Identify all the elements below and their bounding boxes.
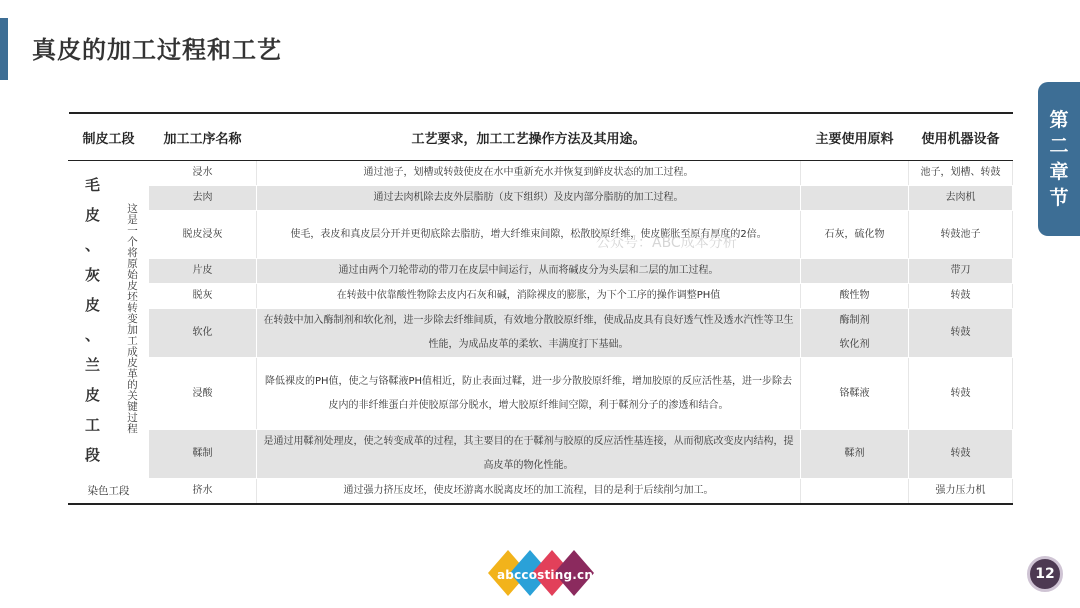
table-row (69, 358, 1013, 430)
table-row (69, 161, 1013, 186)
stage-char: 、 (84, 325, 100, 344)
stage-char: 、 (84, 235, 100, 254)
step-name: 片皮 (149, 259, 257, 284)
step-description: 通过池子，划槽或转鼓使皮在水中重新充水并恢复到鲜皮状态的加工过程。 (257, 161, 801, 186)
table-row (69, 259, 1013, 284)
step-description: 通过由两个刀轮带动的带刀在皮层中间运行，从而将碱皮分为头层和二层的加工过程。 (257, 259, 801, 284)
step-description: 使毛，表皮和真皮层分开并更彻底除去脂肪，增大纤维束间隙，松散胶原纤维，使皮膨胀至原有厚度的2倍。 (257, 211, 801, 259)
stage-char: 皮 (84, 385, 100, 404)
stage-name-cell (69, 161, 117, 479)
step-material (801, 479, 909, 505)
step-name: 挤水 (149, 479, 257, 505)
table-row (69, 309, 1013, 358)
stage-char: 兰 (84, 355, 100, 374)
step-description: 通过强力挤压皮坯，使皮坯游离水脱离皮坯的加工流程，目的是利于后续削匀加工。 (257, 479, 801, 505)
step-equipment: 带刀 (909, 259, 1013, 284)
chapter-char: 第 (1049, 109, 1069, 131)
header-step-name: 加工工序名称 (149, 113, 257, 161)
page-title: 真皮的加工过程和工艺 (32, 36, 282, 64)
table-row (69, 479, 1013, 505)
logo-text: abccosting.cn (497, 568, 594, 582)
table-row (69, 211, 1013, 259)
step-material (801, 161, 909, 186)
step-material: 酶制剂 软化剂 (801, 309, 909, 358)
step-material (801, 186, 909, 211)
stage-char: 皮 (84, 205, 100, 224)
step-name: 脱皮浸灰 (149, 211, 257, 259)
stage-char: 皮 (84, 295, 100, 314)
step-equipment: 去肉机 (909, 186, 1013, 211)
header-requirements: 工艺要求，加工工艺操作方法及其用途。 (257, 113, 801, 161)
chapter-tab[interactable] (1038, 82, 1080, 236)
dye-stage-name: 染色工段 (69, 479, 149, 505)
stage-char: 毛 (84, 175, 100, 194)
step-description: 在转鼓中依靠酸性物除去皮内石灰和碱，消除裸皮的膨胀，为下个工序的操作调整PH值 (257, 284, 801, 309)
step-equipment: 转鼓 (909, 309, 1013, 358)
stage-description: 这是一个将原始皮坯转变加工成皮革的关键过程 (127, 203, 138, 435)
table-row (69, 186, 1013, 211)
step-material: 铬鞣液 (801, 358, 909, 430)
process-table (68, 112, 1013, 505)
step-name: 脱灰 (149, 284, 257, 309)
table-row (69, 284, 1013, 309)
watermark: 公众号：ABC成本分析 (596, 235, 737, 251)
step-description: 在转鼓中加入酶制剂和软化剂，进一步除去纤维间质，有效地分散胶原纤维，使成品皮具有良好透气性及透水汽性等卫生性能，为成品皮革的柔软、丰满度打下基础。 (257, 309, 801, 358)
header-stage: 制皮工段 (69, 113, 149, 161)
chapter-char: 章 (1049, 161, 1069, 183)
page-number-badge: 12 (1027, 556, 1063, 592)
step-description: 降低裸皮的PH值，使之与铬鞣液PH值相近，防止表面过鞣，进一步分散胶原纤维，增加胶原的反应活性基，进一步除去皮内的非纤维蛋白并使胶原部分脱水，增大胶原纤维间空隙，利于鞣剂分子的渗透和结合。 (257, 358, 801, 430)
stage-char: 灰 (84, 265, 100, 284)
step-equipment: 强力压力机 (909, 479, 1013, 505)
step-name: 去肉 (149, 186, 257, 211)
step-description: 通过去肉机除去皮外层脂肪（皮下组织）及皮内部分脂肪的加工过程。 (257, 186, 801, 211)
step-material: 石灰，硫化物 (801, 211, 909, 259)
stage-char: 工 (84, 415, 100, 434)
step-equipment: 转鼓池子 (909, 211, 1013, 259)
step-equipment: 转鼓 (909, 358, 1013, 430)
step-equipment: 转鼓 (909, 430, 1013, 479)
step-equipment: 池子，划槽、转鼓 (909, 161, 1013, 186)
step-description: 是通过用鞣剂处理皮，使之转变成革的过程，其主要目的在于鞣剂与胶原的反应活性基连接，从而彻底改变皮内结构，提高皮革的物化性能。 (257, 430, 801, 479)
step-material: 鞣剂 (801, 430, 909, 479)
step-material (801, 259, 909, 284)
table-row (69, 430, 1013, 479)
step-name: 软化 (149, 309, 257, 358)
step-equipment: 转鼓 (909, 284, 1013, 309)
stage-description-cell (117, 161, 149, 479)
stage-char: 段 (84, 445, 100, 464)
header-equipment: 使用机器设备 (909, 113, 1013, 161)
step-name: 浸酸 (149, 358, 257, 430)
table-header-row (69, 113, 1013, 161)
step-material: 酸性物 (801, 284, 909, 309)
chapter-char: 二 (1049, 135, 1069, 157)
chapter-char: 节 (1049, 187, 1069, 209)
header-materials: 主要使用原料 (801, 113, 909, 161)
step-name: 鞣制 (149, 430, 257, 479)
title-accent-bar (0, 18, 8, 80)
step-name: 浸水 (149, 161, 257, 186)
